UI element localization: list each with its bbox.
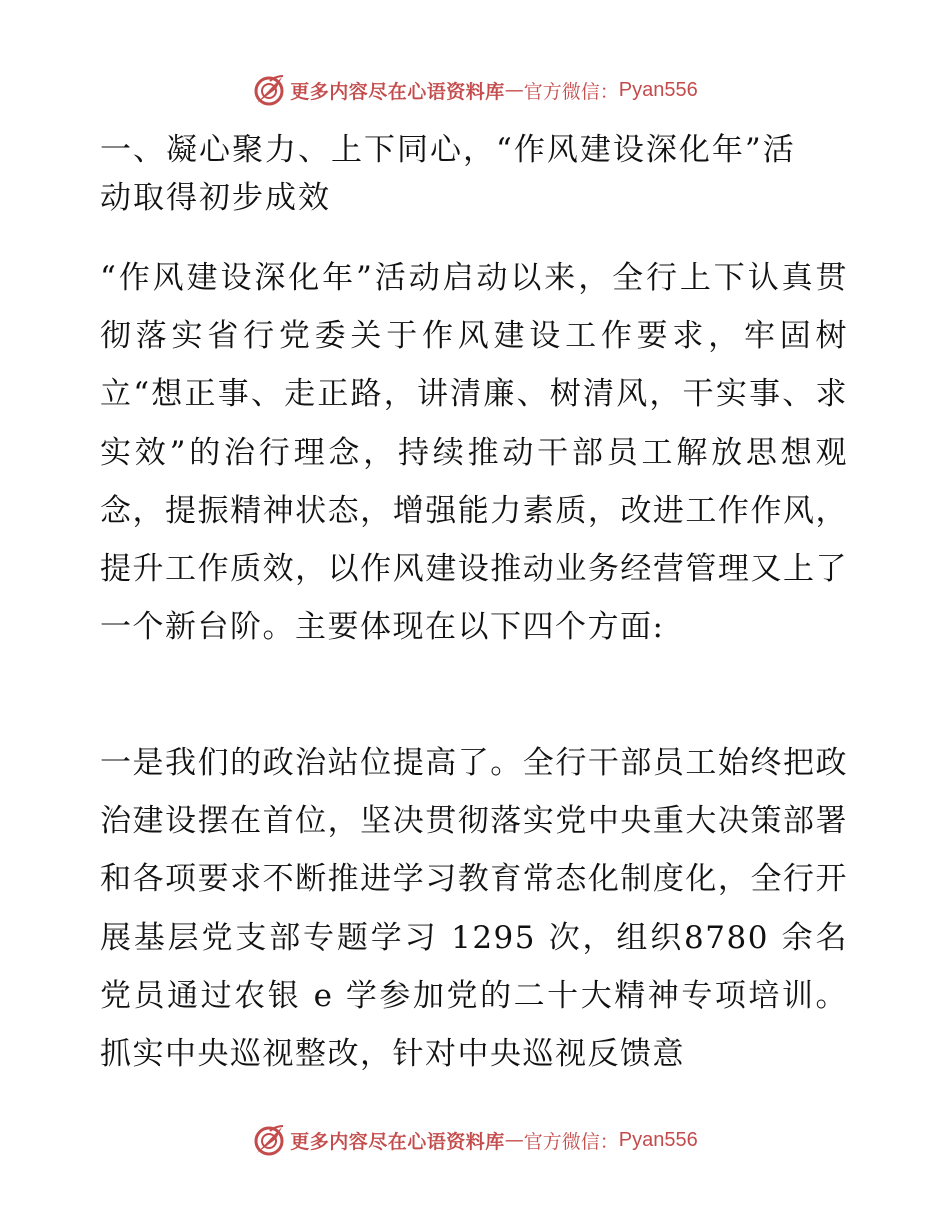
banner-separator: — (504, 1129, 524, 1151)
quill-logo-icon (252, 1123, 286, 1157)
banner-wechat-label: 官方微信： (523, 1130, 619, 1153)
banner-wechat-label: 官方微信： (523, 80, 619, 103)
banner-wechat-id: Pyan556 (618, 78, 698, 101)
banner-brand-text: 更多内容尽在心语资料库 (290, 80, 505, 103)
body-paragraph-2: 一是我们的政治站位提高了。全行干部员工始终把政治建设摆在首位，坚决贯彻落实党中央重大决策部署和各项要求不断推进学习教育常态化制度化，全行开展基层党支部专题学习 1295 次，组织8780 余名党员通过农银 e 学参加党的二十大精神专项培训。抓实中央巡视整改，针对中央巡视反馈意 (100, 745, 848, 1073)
footer-watermark-banner (0, 1120, 950, 1160)
body-paragraph-1: “作风建设深化年”活动启动以来，全行上下认真贯彻落实省行党委关于作风建设工作要求，牢固树立“想正事、走正路，讲清廉、树清风，干实事、求实效”的治行理念，持续推动干部员工解放思想观念，提振精神状态，增强能力素质，改进工作作风，提升工作质效，以作风建设推动业务经营管理又上了一个新台阶。主要体现在以下四个方面: (100, 260, 848, 646)
header-watermark-banner (0, 70, 950, 110)
banner-wechat-id: Pyan556 (618, 1128, 698, 1151)
section-heading: 一、凝心聚力、上下同心，“作风建设深化年”活动取得初步成效 (100, 132, 796, 216)
banner-brand-text: 更多内容尽在心语资料库 (290, 1130, 505, 1153)
quill-logo-icon (252, 73, 286, 107)
banner-separator: — (504, 79, 524, 101)
